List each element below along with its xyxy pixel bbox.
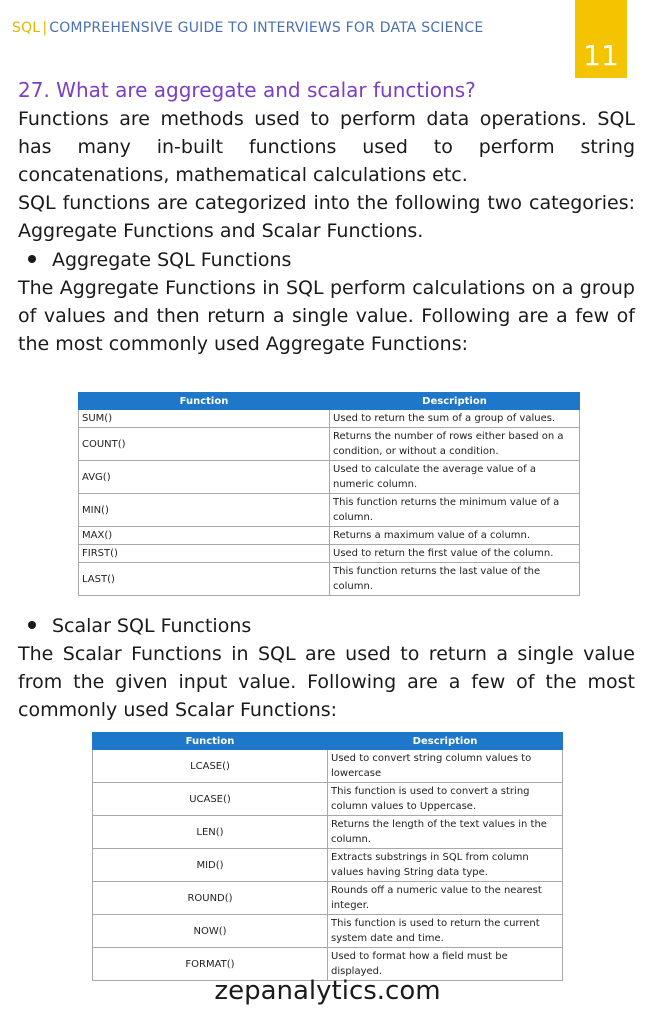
function-cell: MIN(): [79, 494, 330, 527]
page-number-badge: [575, 0, 627, 78]
description-cell: Extracts substrings in SQL from column values having String data type.: [328, 849, 563, 882]
description-cell: Used to return the sum of a group of values.: [330, 410, 580, 428]
function-cell: LCASE(): [93, 750, 328, 783]
description-cell: Used to calculate the average value of a numeric column.: [330, 461, 580, 494]
bullet-scalar: [28, 612, 251, 640]
intro-paragraph: Functions are methods used to perform data operations. SQL has many in-built functions used to perform string concatenations, mathematical calculations etc.: [18, 108, 635, 187]
description-cell: Rounds off a numeric value to the nearest integer.: [328, 882, 563, 915]
table-row: [79, 494, 580, 527]
description-cell: This function is used to return the current system date and time.: [328, 915, 563, 948]
function-cell: MID(): [93, 849, 328, 882]
scalar-functions-table: [92, 732, 563, 981]
table-row: [93, 783, 563, 816]
table-row: [93, 750, 563, 783]
table-row: [79, 527, 580, 545]
aggregate-paragraph: The Aggregate Functions in SQL perform calculations on a group of values and then return a single value. Following are a few of the most commonly used Aggregate Functions:: [18, 277, 635, 356]
table-row: [79, 428, 580, 461]
table-row: [79, 410, 580, 428]
description-cell: Returns a maximum value of a column.: [330, 527, 580, 545]
footer-site-link[interactable]: zepanalytics.com: [214, 976, 441, 1006]
function-cell: LEN(): [93, 816, 328, 849]
function-cell: SUM(): [79, 410, 330, 428]
function-cell: LAST(): [79, 563, 330, 596]
aggregate-header-description: Description: [330, 393, 580, 410]
table-row: [93, 882, 563, 915]
header-guide-title: COMPREHENSIVE GUIDE TO INTERVIEWS FOR DATA SCIENCE: [49, 20, 484, 36]
bullet-dot-icon: [28, 621, 36, 629]
aggregate-header-function: Function: [79, 393, 330, 410]
header-sql-label: SQL: [12, 20, 41, 36]
description-cell: This function returns the last value of the column.: [330, 563, 580, 596]
function-cell: ROUND(): [93, 882, 328, 915]
aggregate-functions-table: [78, 392, 580, 596]
bullet-scalar-label: Scalar SQL Functions: [52, 615, 252, 637]
page-header: [12, 20, 483, 36]
bullet-dot-icon: [28, 255, 36, 263]
question-title: 27. What are aggregate and scalar functions?: [18, 78, 476, 102]
table-row: [93, 915, 563, 948]
table-row: [79, 461, 580, 494]
description-cell: Returns the number of rows either based on a condition, or without a condition.: [330, 428, 580, 461]
description-cell: This function returns the minimum value of a column.: [330, 494, 580, 527]
bullet-aggregate-label: Aggregate SQL Functions: [52, 249, 292, 271]
function-cell: FIRST(): [79, 545, 330, 563]
description-cell: Used to format how a field must be displayed.: [328, 948, 563, 981]
description-cell: Used to return the first value of the column.: [330, 545, 580, 563]
scalar-header-description: Description: [328, 733, 563, 750]
function-cell: AVG(): [79, 461, 330, 494]
scalar-paragraph: The Scalar Functions in SQL are used to return a single value from the given input value. Following are a few of the most commonly used Scalar Functions:: [18, 643, 635, 722]
categories-paragraph: SQL functions are categorized into the following two categories: Aggregate Functions and Scalar Functions.: [18, 192, 635, 243]
function-cell: NOW(): [93, 915, 328, 948]
description-cell: Used to convert string column values to lowercase: [328, 750, 563, 783]
description-cell: Returns the length of the text values in the column.: [328, 816, 563, 849]
function-cell: FORMAT(): [93, 948, 328, 981]
function-cell: MAX(): [79, 527, 330, 545]
scalar-header-function: Function: [93, 733, 328, 750]
function-cell: COUNT(): [79, 428, 330, 461]
table-row: [93, 849, 563, 882]
page-number: 11: [583, 39, 619, 72]
table-row: [93, 816, 563, 849]
function-cell: UCASE(): [93, 783, 328, 816]
table-row: [79, 545, 580, 563]
bullet-aggregate: [28, 246, 291, 274]
table-row: [79, 563, 580, 596]
header-separator: |: [42, 20, 48, 36]
description-cell: This function is used to convert a string column values to Uppercase.: [328, 783, 563, 816]
